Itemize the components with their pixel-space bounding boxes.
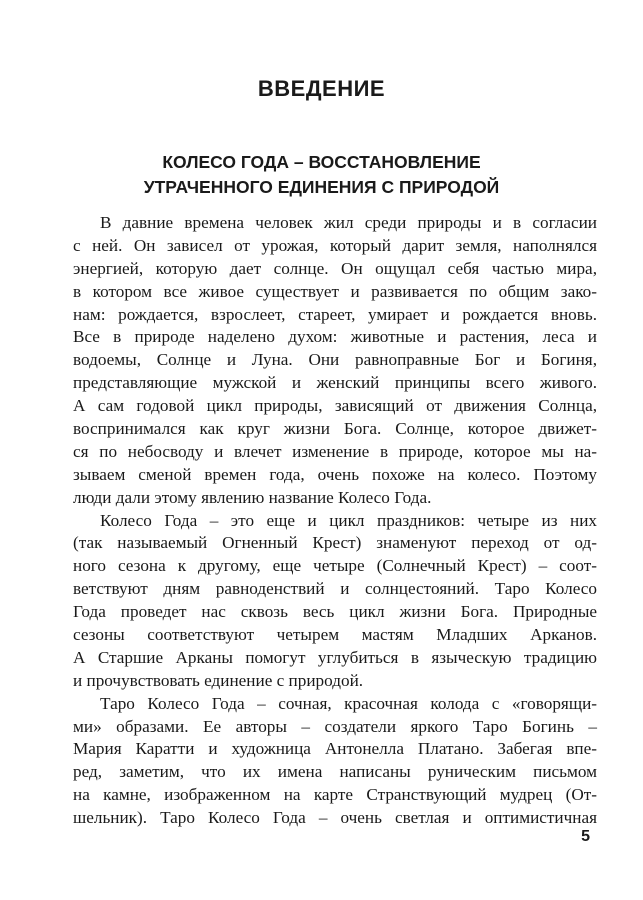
text-line: ред, заметим, что их имена написаны руническим письмом [73, 762, 597, 782]
text-line: В давние времена человек жил среди природы и в согласии [100, 213, 597, 232]
text-line: ветствуют дням равноденствий и солнцестояний. Таро Колесо [73, 579, 597, 599]
paragraph [73, 212, 597, 510]
text-line: в котором все живое существует и развивается по общим зако- [73, 281, 597, 301]
text-line: А сам годовой цикл природы, зависящий от движения Солнца, [73, 396, 597, 416]
text-line: Таро Колесо Года – сочная, красочная колода с «говорящи- [100, 693, 597, 713]
text-line: и прочувствовать единение с природой. [73, 670, 364, 690]
text-line: ми» образами. Ее авторы – создатели яркого Таро Богинь – [73, 716, 597, 736]
text-line: шельник). Таро Колесо Года – очень светлая и оптимистичная [73, 808, 597, 828]
text-line: зываем сменой времен года, очень похоже на колесо. Поэтому [73, 464, 597, 484]
section-title [0, 150, 643, 200]
section-title-line: УТРАЧЕННОГО ЕДИНЕНИЯ С ПРИРОДОЙ [143, 177, 500, 197]
text-line: Года проведет нас сквозь весь цикл жизни Бога. Природные [73, 602, 597, 622]
text-line: представляющие мужской и женский принципы всего живого. [73, 373, 597, 393]
page-number: 5 [581, 828, 590, 845]
text-line: сезоны соответствуют четырем мастям Младших Арканов. [73, 625, 597, 645]
paragraph [73, 693, 597, 830]
chapter-title: ВВЕДЕНИЕ [257, 76, 386, 101]
text-line: энергией, которую дает солнце. Он ощущал себя частью мира, [73, 258, 597, 278]
text-line: ного сезона к другому, еще четыре (Солнечный Крест) – соот- [73, 556, 597, 576]
text-line: А Старшие Арканы помогут углубиться в языческую традицию [73, 647, 597, 667]
text-line: воспринимался как круг жизни Бога. Солнце, которое движет- [73, 419, 597, 439]
text-line: нам: рождается, взрослеет, стареет, умирает и рождается вновь. [73, 304, 597, 324]
text-line: с ней. Он зависел от урожая, который дарит земля, наполнялся [73, 235, 597, 255]
text-line: люди дали этому явлению название Колесо Года. [73, 487, 432, 507]
text-line: на камне, изображенном на карте Странствующий мудрец (От- [73, 785, 597, 805]
text-line: Все в природе наделено духом: животные и растения, леса и [73, 327, 597, 347]
text-line: водоемы, Солнце и Луна. Они равноправные Бог и Богиня, [73, 350, 597, 370]
text-line: ся по небосводу и влечет изменение в природе, которое мы на- [73, 441, 597, 461]
text-line: (так называемый Огненный Крест) знаменуют переход от од- [73, 533, 597, 553]
text-line: Мария Каратти и художница Антонелла Платано. Забегая впе- [73, 739, 597, 759]
text-line: Колесо Года – это еще и цикл праздников: четыре из них [100, 510, 597, 530]
body-text [73, 212, 597, 830]
paragraph [73, 510, 597, 693]
section-title-line: КОЛЕСО ГОДА – ВОССТАНОВЛЕНИЕ [162, 152, 481, 172]
